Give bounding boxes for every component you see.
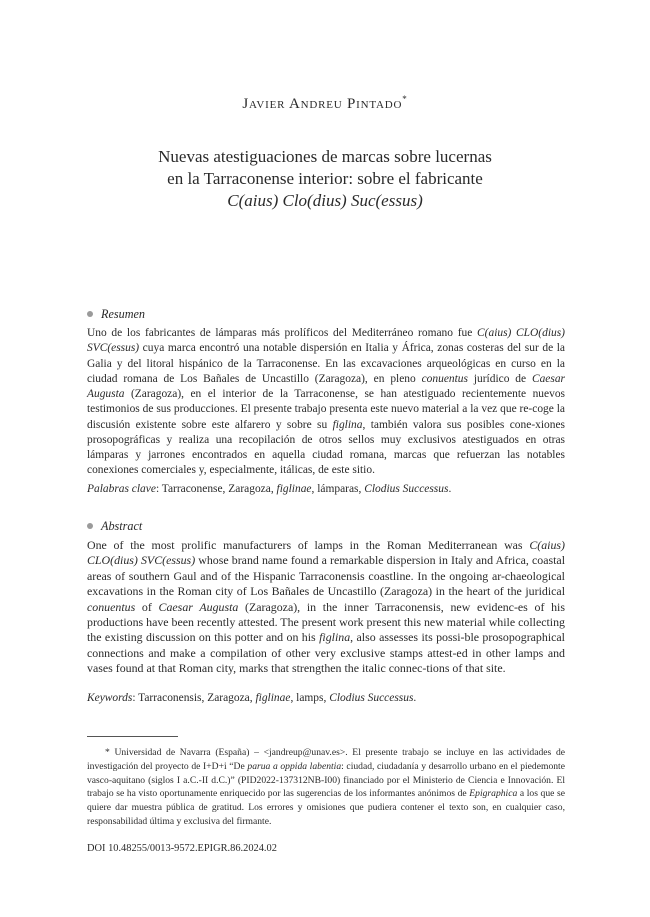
- abstract-heading: [87, 519, 142, 534]
- footnote-divider: [87, 736, 178, 737]
- text-run: (Zaragoza), en el interior de la Tarraconense, se han atestiguado recientemente nuevos testimonios de sus producciones. El presente trabajo presenta este nuevo material a la vez que re-coge la discusión existente sobre este alfarero y sobre su: [87, 388, 565, 431]
- author-footnote-mark[interactable]: *: [402, 94, 408, 104]
- text-run: .: [448, 483, 452, 495]
- italic-run: figlinae: [276, 483, 312, 495]
- text-run: Uno de los fabricantes de lámparas más prolíficos del Mediterráneo romano fue: [87, 327, 478, 339]
- italic-run: figlina: [332, 418, 363, 431]
- italic-run: Caesar Augusta: [87, 372, 565, 400]
- bullet-icon: [87, 523, 93, 529]
- text-run: a los que se quiere dar muestra pública de gratitud. Los errores y omisiones que pudiera contener el texto son, en cualquier caso, responsabilidad última y exclusiva del firmante.: [87, 788, 565, 827]
- text-run: whose brand name found a remarkable dispersion in Italy and Africa, coastal areas of southern Gaul and of the Hispanic Tarraconensis coastline. In the ongoing ar-chaeological excavations in the Roman city of Los Bañales de Uncastillo (Zaragoza) in the heart of the juridical: [87, 553, 565, 599]
- text-run: , también valora sus posibles cone-xiones prosopográficas y realiza una recopilación de otros sellos muy exclusivos atestiguados en otras lámparas y jarrones encontrados en aquella ciudad romana, marcas que refuerzan las notables conexiones comerciales y, especialmente, itálicas, de este sitio.: [87, 418, 565, 477]
- abstract-heading-text: Abstract: [101, 519, 143, 533]
- italic-run: Epigraphica: [469, 788, 518, 800]
- text-run: cuya marca encontró una notable dispersión en Italia y África, zonas costeras del sur de la Galia y del litoral hispánico de la Tarraconense. En las excavaciones arqueológicas en curso en la ciudad romana de Los Bañales de Uncastillo (Zaragoza), en pleno: [87, 342, 565, 385]
- abstract-keywords: [87, 692, 565, 704]
- keywords-label: Palabras clave: [87, 483, 156, 495]
- text-run: : ciudad, ciudadanía y desarrollo urbano en el piedemonte vasco-aquitano (siglos I a.C.-II d.C.)” (PID2022-137312NB-I00) financiado por el Ministerio de Ciencia e Innovación. El trabajo se ha visto oportunamente enriquecido por las sugerencias de los informantes anónimos de: [87, 760, 565, 800]
- italic-run: figlina: [319, 630, 351, 645]
- text-run: , also assesses its possi-ble prosopographical connections and make a compilation of other very exclusive stamps attest-ed in other lamps and vases found at that Roman city, marks that strengthen the italic connec-tions of that site.: [87, 630, 565, 676]
- text-run: : Tarraconensis, Zaragoza,: [132, 692, 256, 704]
- abstract-body: [87, 538, 565, 677]
- italic-run: C(aius) CLO(dius) SVC(essus): [87, 538, 565, 568]
- text-run: .: [413, 692, 417, 704]
- keywords-label: Keywords: [87, 692, 133, 704]
- bullet-icon: [87, 311, 93, 317]
- text-run: jurídico de: [467, 372, 532, 385]
- italic-run: conuentus: [421, 372, 468, 385]
- italic-run: parua a oppida labentia: [247, 760, 342, 772]
- text-run: of: [135, 599, 159, 614]
- text-run: * Universidad de Navarra (España) – <jandreup@unav.es>. El presente trabajo se incluye en las actividades de investigación del proyecto de I+D+i “De: [87, 747, 565, 772]
- resumen-heading: [87, 307, 145, 322]
- title-line-1: Nuevas atestiguaciones de marcas sobre lucernas: [158, 147, 492, 166]
- text-run: , lámparas,: [311, 483, 365, 495]
- text-run: (Zaragoza), in the inner Tarraconensis, new evidenc-es of his productions have been recently attested. The present work present this new material while collecting the existing discussion on this potter and on his: [87, 599, 565, 645]
- keywords-list: [132, 692, 416, 704]
- italic-run: conuentus: [87, 599, 136, 614]
- italic-run: Clodius Successus: [329, 692, 414, 704]
- doi[interactable]: DOI 10.48255/0013-9572.EPIGR.86.2024.02: [87, 843, 277, 854]
- italic-run: C(aius) CLO(dius) SVC(essus): [87, 327, 565, 355]
- text-run: , lamps,: [290, 692, 330, 704]
- italic-run: Caesar Augusta: [158, 599, 239, 614]
- italic-run: Clodius Successus: [364, 483, 449, 495]
- resumen-keywords: [87, 483, 565, 495]
- keywords-list: [156, 483, 451, 495]
- author-name: [0, 94, 650, 113]
- title-line-2: en la Tarraconense interior: sobre el fabricante: [167, 169, 483, 188]
- article-title: [0, 146, 650, 212]
- text-run: : Tarraconense, Zaragoza,: [155, 483, 277, 495]
- title-line-3: C(aius) Clo(dius) Suc(essus): [227, 191, 423, 210]
- footnote: [87, 746, 565, 829]
- italic-run: figlinae: [255, 692, 291, 704]
- author-name-text: Javier Andreu Pintado: [242, 96, 403, 112]
- text-run: One of the most prolific manufacturers of lamps in the Roman Mediterranean was: [87, 538, 530, 552]
- resumen-body: [87, 326, 565, 479]
- resumen-heading-text: Resumen: [101, 307, 145, 321]
